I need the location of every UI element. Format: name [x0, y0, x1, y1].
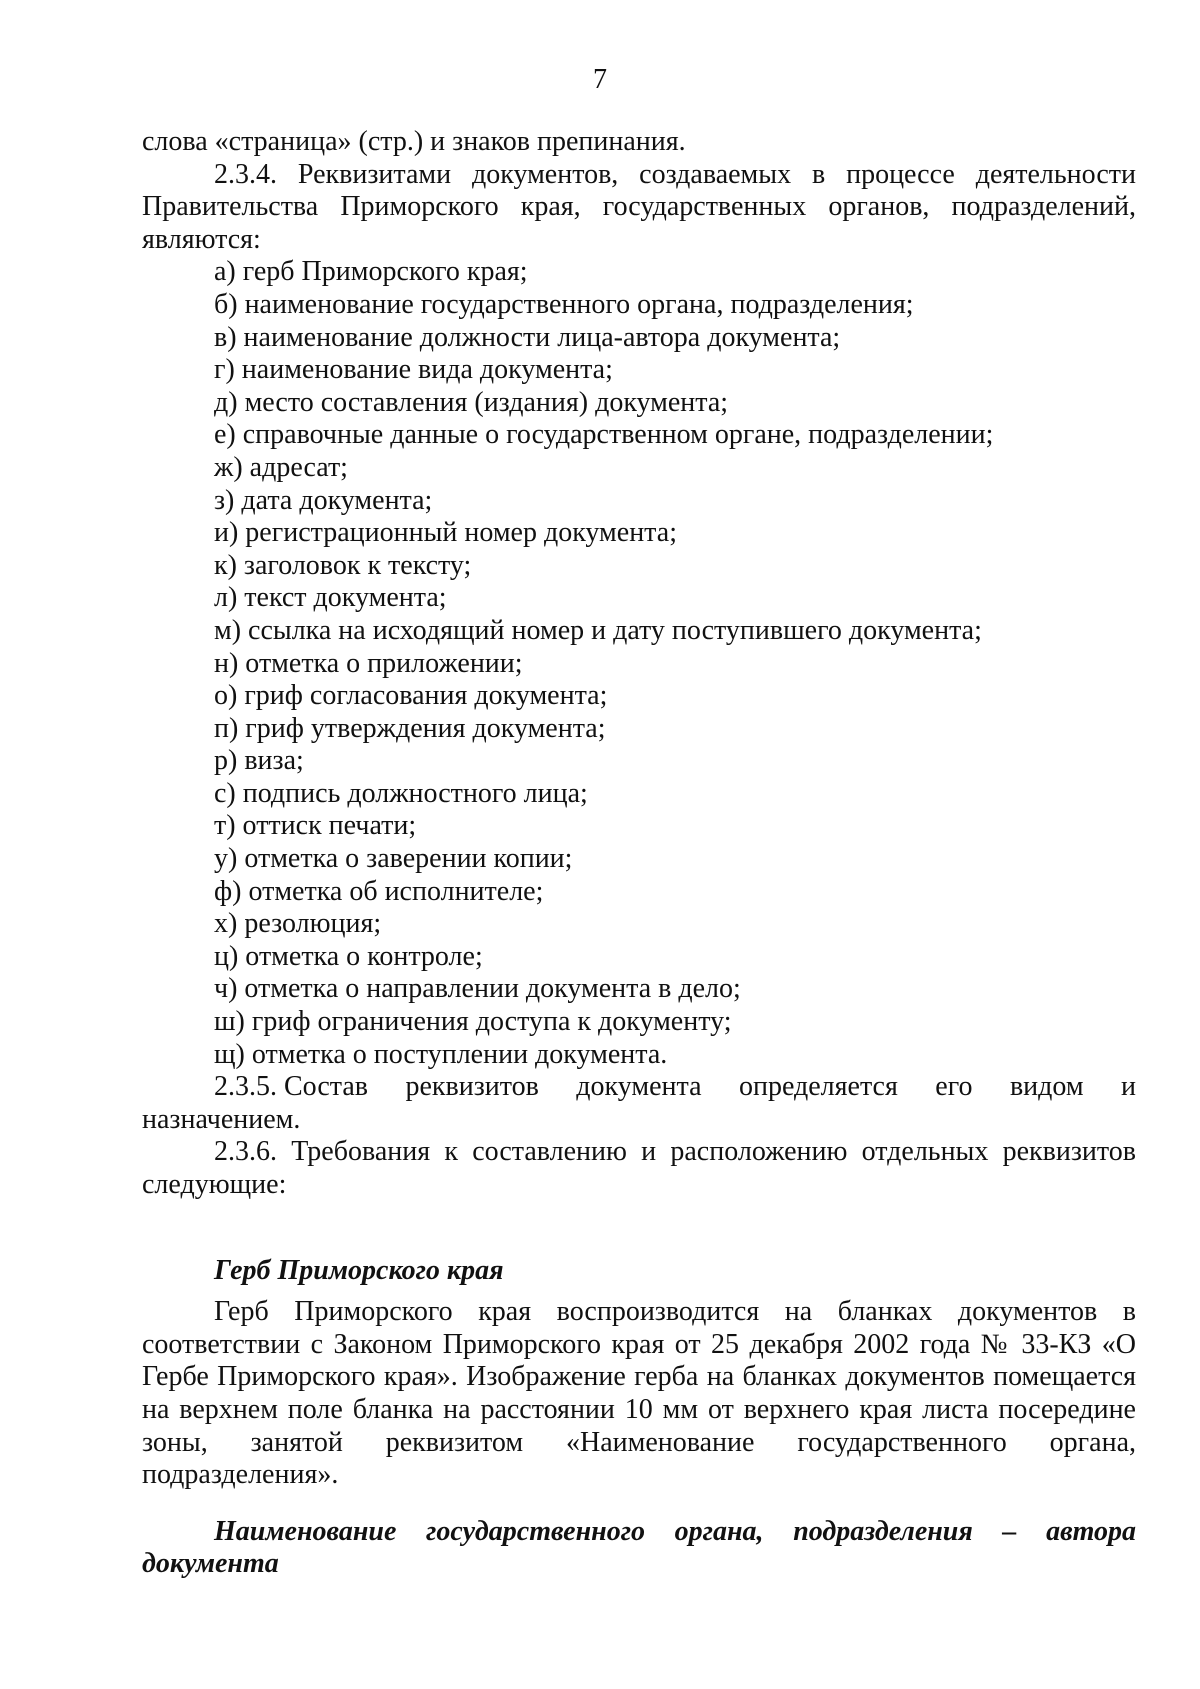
- paragraph-2-3-4: 2.3.4. Реквизитами документов, создаваемых в процессе деятельности Правительства Приморского края, государственных органов, подразделений, являются:: [142, 158, 1136, 255]
- list-item: ф) отметка об исполнителе;: [214, 875, 544, 907]
- list-item: щ) отметка о поступлении документа.: [214, 1038, 668, 1070]
- list-item: с) подпись должностного лица;: [214, 777, 588, 809]
- list-item: а) герб Приморского края;: [214, 256, 528, 288]
- list-item: о) гриф согласования документа;: [214, 680, 608, 712]
- requisites-list: [142, 256, 1136, 1071]
- intro-line: слова «страница» (стр.) и знаков препинания.: [142, 126, 686, 157]
- list-item: п) гриф утверждения документа;: [214, 712, 606, 744]
- page-number: 7: [593, 64, 607, 95]
- list-item: г) наименование вида документа;: [214, 354, 613, 386]
- list-item: м) ссылка на исходящий номер и дату поступившего документа;: [214, 614, 982, 646]
- list-item: н) отметка о приложении;: [214, 647, 523, 679]
- list-item: р) виза;: [214, 745, 304, 777]
- paragraph-2-3-6: 2.3.6. Требования к составлению и расположению отдельных реквизитов следующие:: [142, 1136, 1136, 1200]
- list-item: у) отметка о заверении копии;: [214, 843, 573, 875]
- document-body: [142, 126, 1136, 1581]
- paragraph-2-3-5-tail: назначением.: [142, 1103, 301, 1135]
- spacer: [142, 1202, 1136, 1255]
- list-item: д) место составления (издания) документа;: [214, 386, 729, 418]
- section-title-coat-of-arms: Герб Приморского края: [214, 1254, 504, 1286]
- list-item: х) резолюция;: [214, 908, 382, 940]
- list-item: л) текст документа;: [214, 582, 447, 614]
- list-item: ж) адресат;: [214, 451, 348, 483]
- paragraph-word: видом: [1009, 1071, 1084, 1103]
- list-item: т) оттиск печати;: [214, 810, 417, 842]
- list-item: е) справочные данные о государственном органе, подразделении;: [214, 419, 994, 451]
- paragraph-word: 2.3.5. Состав: [214, 1071, 369, 1103]
- paragraph-2-3-5-line: [142, 1071, 1136, 1104]
- spacer: [142, 1492, 1136, 1516]
- list-item: ч) отметка о направлении документа в дело;: [214, 973, 741, 1005]
- section-title-authority-name: Наименование государственного органа, подразделения – автора документа: [142, 1515, 1136, 1580]
- paragraph-word: реквизитов: [405, 1071, 539, 1103]
- paragraph-word: его: [935, 1071, 973, 1103]
- spacer: [142, 1287, 1136, 1296]
- list-item: з) дата документа;: [214, 484, 433, 516]
- list-item: ш) гриф ограничения доступа к документу;: [214, 1006, 732, 1038]
- list-item: к) заголовок к тексту;: [214, 549, 472, 581]
- paragraph-word: и: [1121, 1071, 1136, 1103]
- list-item: б) наименование государственного органа, подразделения;: [214, 288, 914, 320]
- paragraph-word: определяется: [738, 1071, 898, 1103]
- paragraph-word: документа: [576, 1071, 702, 1103]
- list-item: и) регистрационный номер документа;: [214, 517, 677, 549]
- list-item: ц) отметка о контроле;: [214, 940, 483, 972]
- list-item: в) наименование должности лица-автора документа;: [214, 321, 841, 353]
- section-text-coat-of-arms: Герб Приморского края воспроизводится на бланках документов в соответствии с Законом Приморского края от 25 декабря 2002 года № 33-КЗ «О Гербе Приморского края». Изображение герба на бланках документов помещается на верхнем поле бланка на расстоянии 10 мм от верхнего края листа посередине зоны, занятой реквизитом «Наименование государственного органа, подразделения».: [142, 1296, 1136, 1491]
